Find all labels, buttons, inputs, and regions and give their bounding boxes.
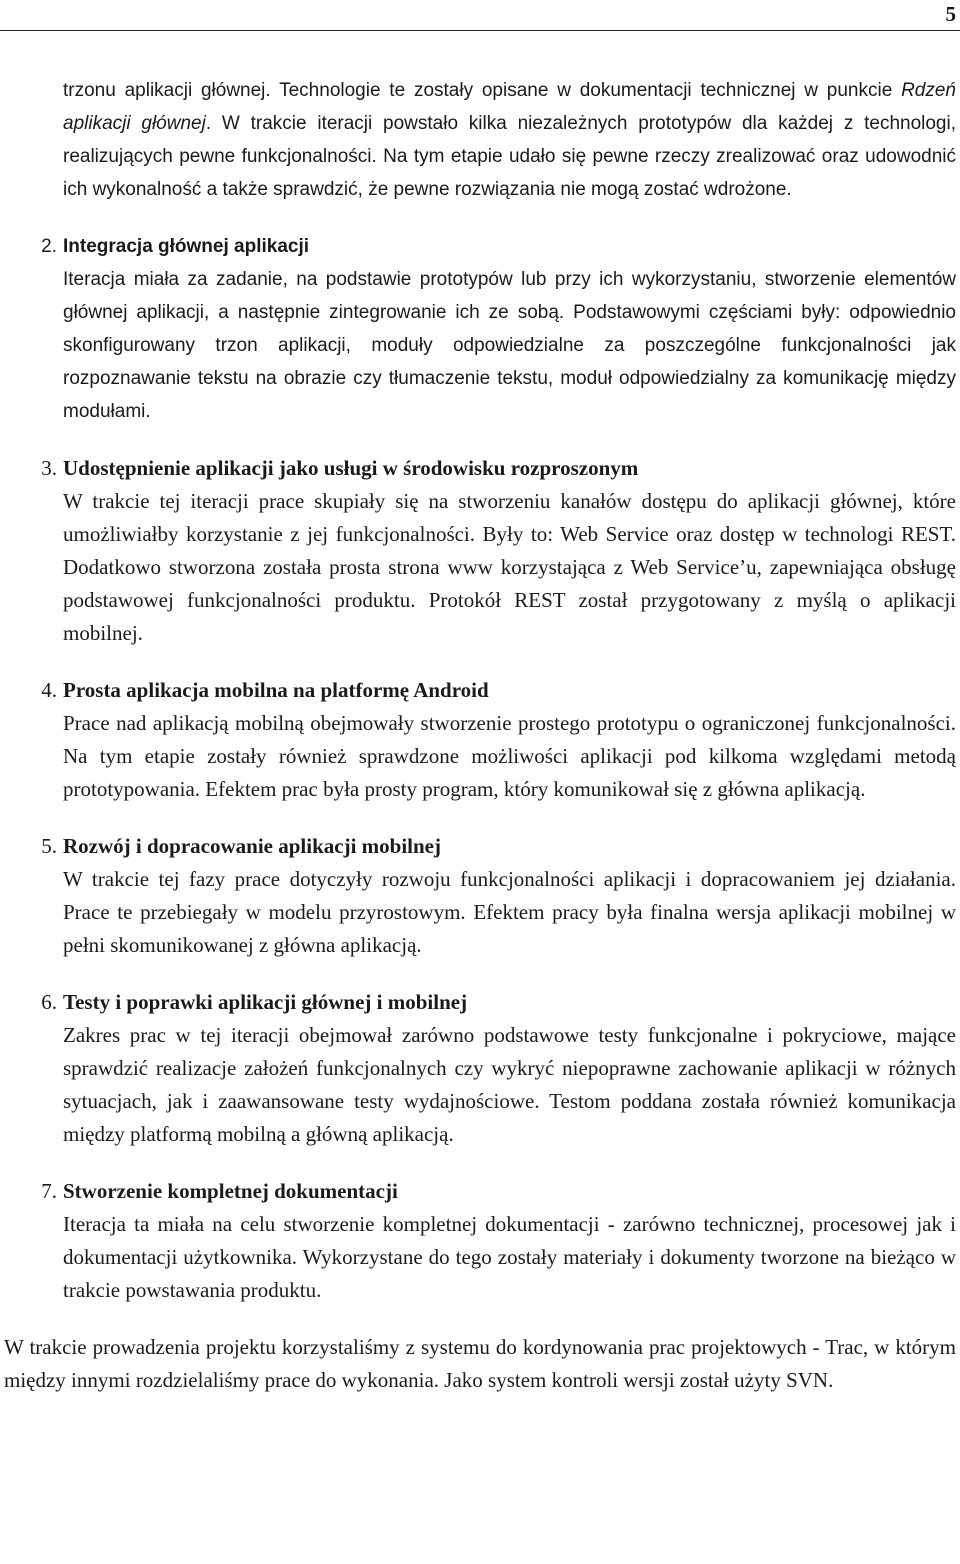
list-item-7: [0, 1175, 960, 1307]
item-body: W trakcie tej iteracji prace skupiały się na stworzeniu kanałów dostępu do aplikacji głównej, które umożliwiałby korzystanie z jej funkcjonalności. Były to: Web Service oraz dostęp w technologi REST. Dodatkowo stworzona została prosta strona www korzystająca z Web Service’u, zapewniająca obsługę podstawowej funkcjonalności produktu. Protokół REST został przygotowany z myślą o aplikacji mobilnej.: [63, 489, 956, 645]
item-title: Testy i poprawki aplikacji głównej i mobilnej: [63, 990, 468, 1014]
item-number: 7.: [41, 1179, 57, 1203]
item-number: 3.: [41, 456, 57, 480]
item-number: 6.: [41, 990, 57, 1014]
header-rule: [0, 30, 960, 31]
list-item-2: [0, 230, 960, 428]
item-body: Prace nad aplikacją mobilną obejmowały stworzenie prostego prototypu o ograniczonej funkcjonalności. Na tym etapie zostały również sprawdzone możliwości aplikacji pod kilkoma względami metodą prototypowania. Efektem prac była prosty program, który komunikował się z główna aplikacją.: [63, 711, 956, 801]
intro-text-1: trzonu aplikacji głównej. Technologie te zostały opisane w dokumentacji technicznej w punkcie: [63, 80, 902, 101]
item-body: Iteracja ta miała na celu stworzenie kompletnej dokumentacji - zarówno technicznej, procesowej jak i dokumentacji użytkownika. Wykorzystane do tego zostały materiały i dokumenty tworzone na bieżąco w trakcie powstawania produktu.: [63, 1212, 956, 1302]
list-item-3: [0, 452, 960, 650]
item-title: Prosta aplikacja mobilna na platformę Android: [63, 678, 489, 702]
item-number: 4.: [41, 678, 57, 702]
item-body: W trakcie tej fazy prace dotyczyły rozwoju funkcjonalności aplikacji i dopracowaniem jej działania. Prace te przebiegały w modelu przyrostowym. Efektem pracy była finalna wersja aplikacji mobilnej w pełni skomunikowanej z główna aplikacją.: [63, 867, 956, 957]
item-number: 5.: [41, 834, 57, 858]
closing-paragraph: W trakcie prowadzenia projektu korzystaliśmy z systemu do kordynowania prac projektowych - Trac, w którym między innymi rozdzielaliśmy prace do wykonania. Jako system kontroli wersji został użyty SVN.: [4, 1335, 956, 1392]
item-title: Udostępnienie aplikacji jako usługi w środowisku rozproszonym: [63, 456, 639, 480]
intro-text-2: . W trakcie iteracji powstało kilka niezależnych prototypów dla każdej z technologi, realizujących pewne funkcjonalności. Na tym etapie udało się pewne rzeczy zrealizować oraz udowodnić ich wykonalność a także sprawdzić, że pewne rozwiązania nie mogą zostać wdrożone.: [63, 113, 957, 200]
item-body: Iteracja miała za zadanie, na podstawie prototypów lub przy ich wykorzystaniu, stworzenie elementów głównej aplikacji, a następnie zintegrowanie ich ze sobą. Podstawowymi częściami były: odpowiednio skonfigurowany trzon aplikacji, moduły odpowiedzialne za poszczególne funkcjonalności jak rozpoznawanie tekstu na obrazie czy tłumaczenie tekstu, moduł odpowiedzialny za komunikację między modułami.: [63, 269, 956, 422]
page-content: [0, 74, 960, 1397]
item-number: 2.: [41, 236, 57, 257]
intro-emphasis: Rdzeń aplikacji głównej: [63, 80, 956, 134]
item-title: Stworzenie kompletnej dokumentacji: [63, 1179, 398, 1203]
item-title: Rozwój i dopracowanie aplikacji mobilnej: [63, 834, 441, 858]
item-body: Zakres prac w tej iteracji obejmował zarówno podstawowe testy funkcjonalne i pokryciowe, mające sprawdzić realizacje założeń funkcjonalnych czy wykryć niepoprawne zachowanie aplikacji w różnych sytuacjach, jak i zaawansowane testy wydajnościowe. Testom poddana została również komunikacja między platformą mobilną a główną aplikacją.: [63, 1023, 956, 1146]
item-title: Integracja głównej aplikacji: [63, 236, 310, 257]
page-number: 5: [945, 2, 956, 26]
list-item-6: [0, 986, 960, 1151]
intro-paragraph: [0, 74, 960, 206]
list-item-5: [0, 830, 960, 962]
list-item-4: [0, 674, 960, 806]
